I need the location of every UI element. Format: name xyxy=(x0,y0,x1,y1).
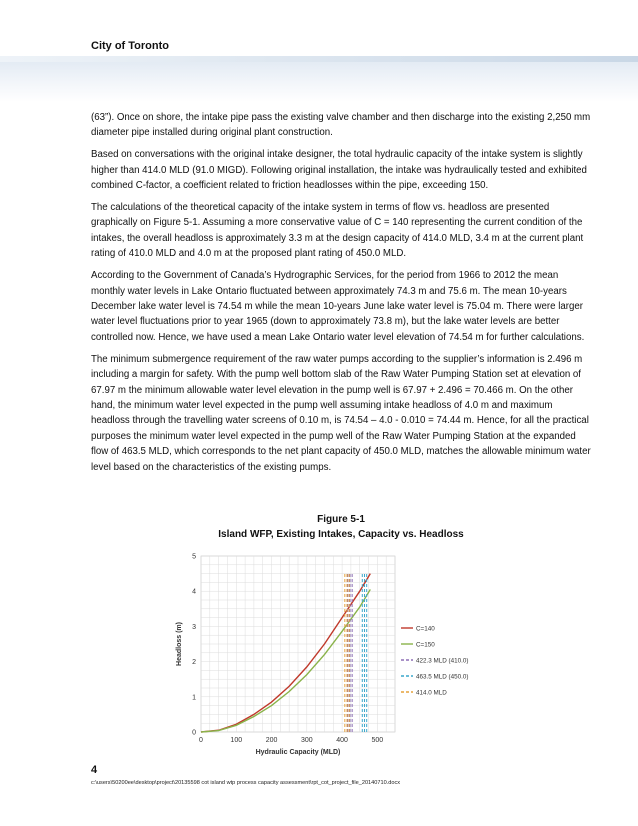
legend-label-4: 414.0 MLD xyxy=(416,689,447,697)
x-tick-label: 400 xyxy=(336,737,348,744)
y-tick-label: 5 xyxy=(192,553,196,561)
paragraph-4: According to the Government of Canada’s Hydrographic Services, for the period from 1966 to 2012 the mean monthly water levels in Lake Ontario fluctuated between approximately 74.3 m and 75.6 m. The mean 10-years December lake water level is 74.54 m while the mean 10-years June lake water level is 75.04 m. There were larger water level fluctuations prior to year 1965 (down to approximately 73.8 m), but the lake water levels are better controlled now. Hence, we have used a mean Lake Ontario water level elevation of 74.54 m for further calculations. xyxy=(91,270,585,343)
legend-label-3: 463.5 MLD (450.0) xyxy=(416,673,469,681)
page-number: 4 xyxy=(91,764,98,776)
figure-number: Figure 5-1 xyxy=(317,514,365,525)
x-tick-label: 300 xyxy=(300,737,313,744)
x-tick-label: 0 xyxy=(199,737,203,744)
paragraph-3: The calculations of the theoretical capacity of the intake system in terms of flow vs. headloss are presented graphically on Figure 5-1. Assuming a more conservative value of C = 140 representing the current condition of the intakes, the overall headloss is approximately 3.3 m at the design capacity of 414.0 MLD, 3.4 m at the current plant rating of 410.0 MLD and 4.0 m at the proposed plant rating of 450.0 MLD. xyxy=(91,202,584,260)
x-tick-label: 500 xyxy=(371,737,384,744)
y-tick-label: 3 xyxy=(192,623,196,631)
x-tick-label: 100 xyxy=(230,737,243,744)
legend-label-0: C=140 xyxy=(416,625,435,633)
y-tick-label: 0 xyxy=(192,729,196,737)
y-tick-label: 4 xyxy=(192,588,196,596)
header-title: City of Toronto xyxy=(91,40,169,52)
y-tick-label: 2 xyxy=(192,659,196,667)
footer-file-path: c:\users\50200ee\desktop\project\20135598 cot island wtp process capacity assessment\rpt_cot_project_file_20140710.docx xyxy=(91,780,401,786)
body-text xyxy=(91,110,591,481)
legend-label-2: 422.3 MLD (410.0) xyxy=(416,657,469,665)
headloss-chart xyxy=(165,550,485,762)
figure-title: Island WFP, Existing Intakes, Capacity vs. Headloss xyxy=(218,529,464,540)
x-tick-label: 200 xyxy=(265,737,278,744)
y-axis-label: Headloss (m) xyxy=(176,622,183,666)
paragraph-1: (63”). Once on shore, the intake pipe pass the existing valve chamber and then discharge into the existing 2,250 mm diameter pipe installed during original plant construction. xyxy=(91,112,591,139)
paragraph-5: The minimum submergence requirement of the raw water pumps according to the supplier’s information is 2.496 m including a margin for safety. With the pump well bottom slab of the Raw Water Pumping Station set at elevation of 67.97 m the minimum allowable water level elevation in the pump well is 67.97 + 2.496 = 70.466 m. On the other hand, the minimum water level expected in the pump well assuming intake headloss of 4.0 m and maximum headloss through the travelling water screens of 0.10 m, is 74.54 – 4.0 - 0.010 = 74.44 m. Hence, for all the practical purposes the minimum water level expected in the pump well of the Raw Water Pumping Station at the expanded flow of 463.5 MLD, which corresponds to the net plant capacity of 450.0 MLD, matches the allowable minimum water level based on the characteristics of the existing pumps. xyxy=(91,353,591,473)
header-band xyxy=(0,56,638,102)
y-tick-label: 1 xyxy=(192,694,196,702)
paragraph-2: Based on conversations with the original intake designer, the total hydraulic capacity of the intake system is slightly higher than 414.0 MLD (91.0 MIGD). Following original installation, the intake was hydraulically tested and exhibited combined C-factor, a coefficient related to friction headlosses within the pipe, exceeding 150. xyxy=(91,149,587,192)
figure-caption xyxy=(91,512,591,542)
legend-label-1: C=150 xyxy=(416,641,435,649)
x-axis-label: Hydraulic Capacity (MLD) xyxy=(255,749,341,756)
